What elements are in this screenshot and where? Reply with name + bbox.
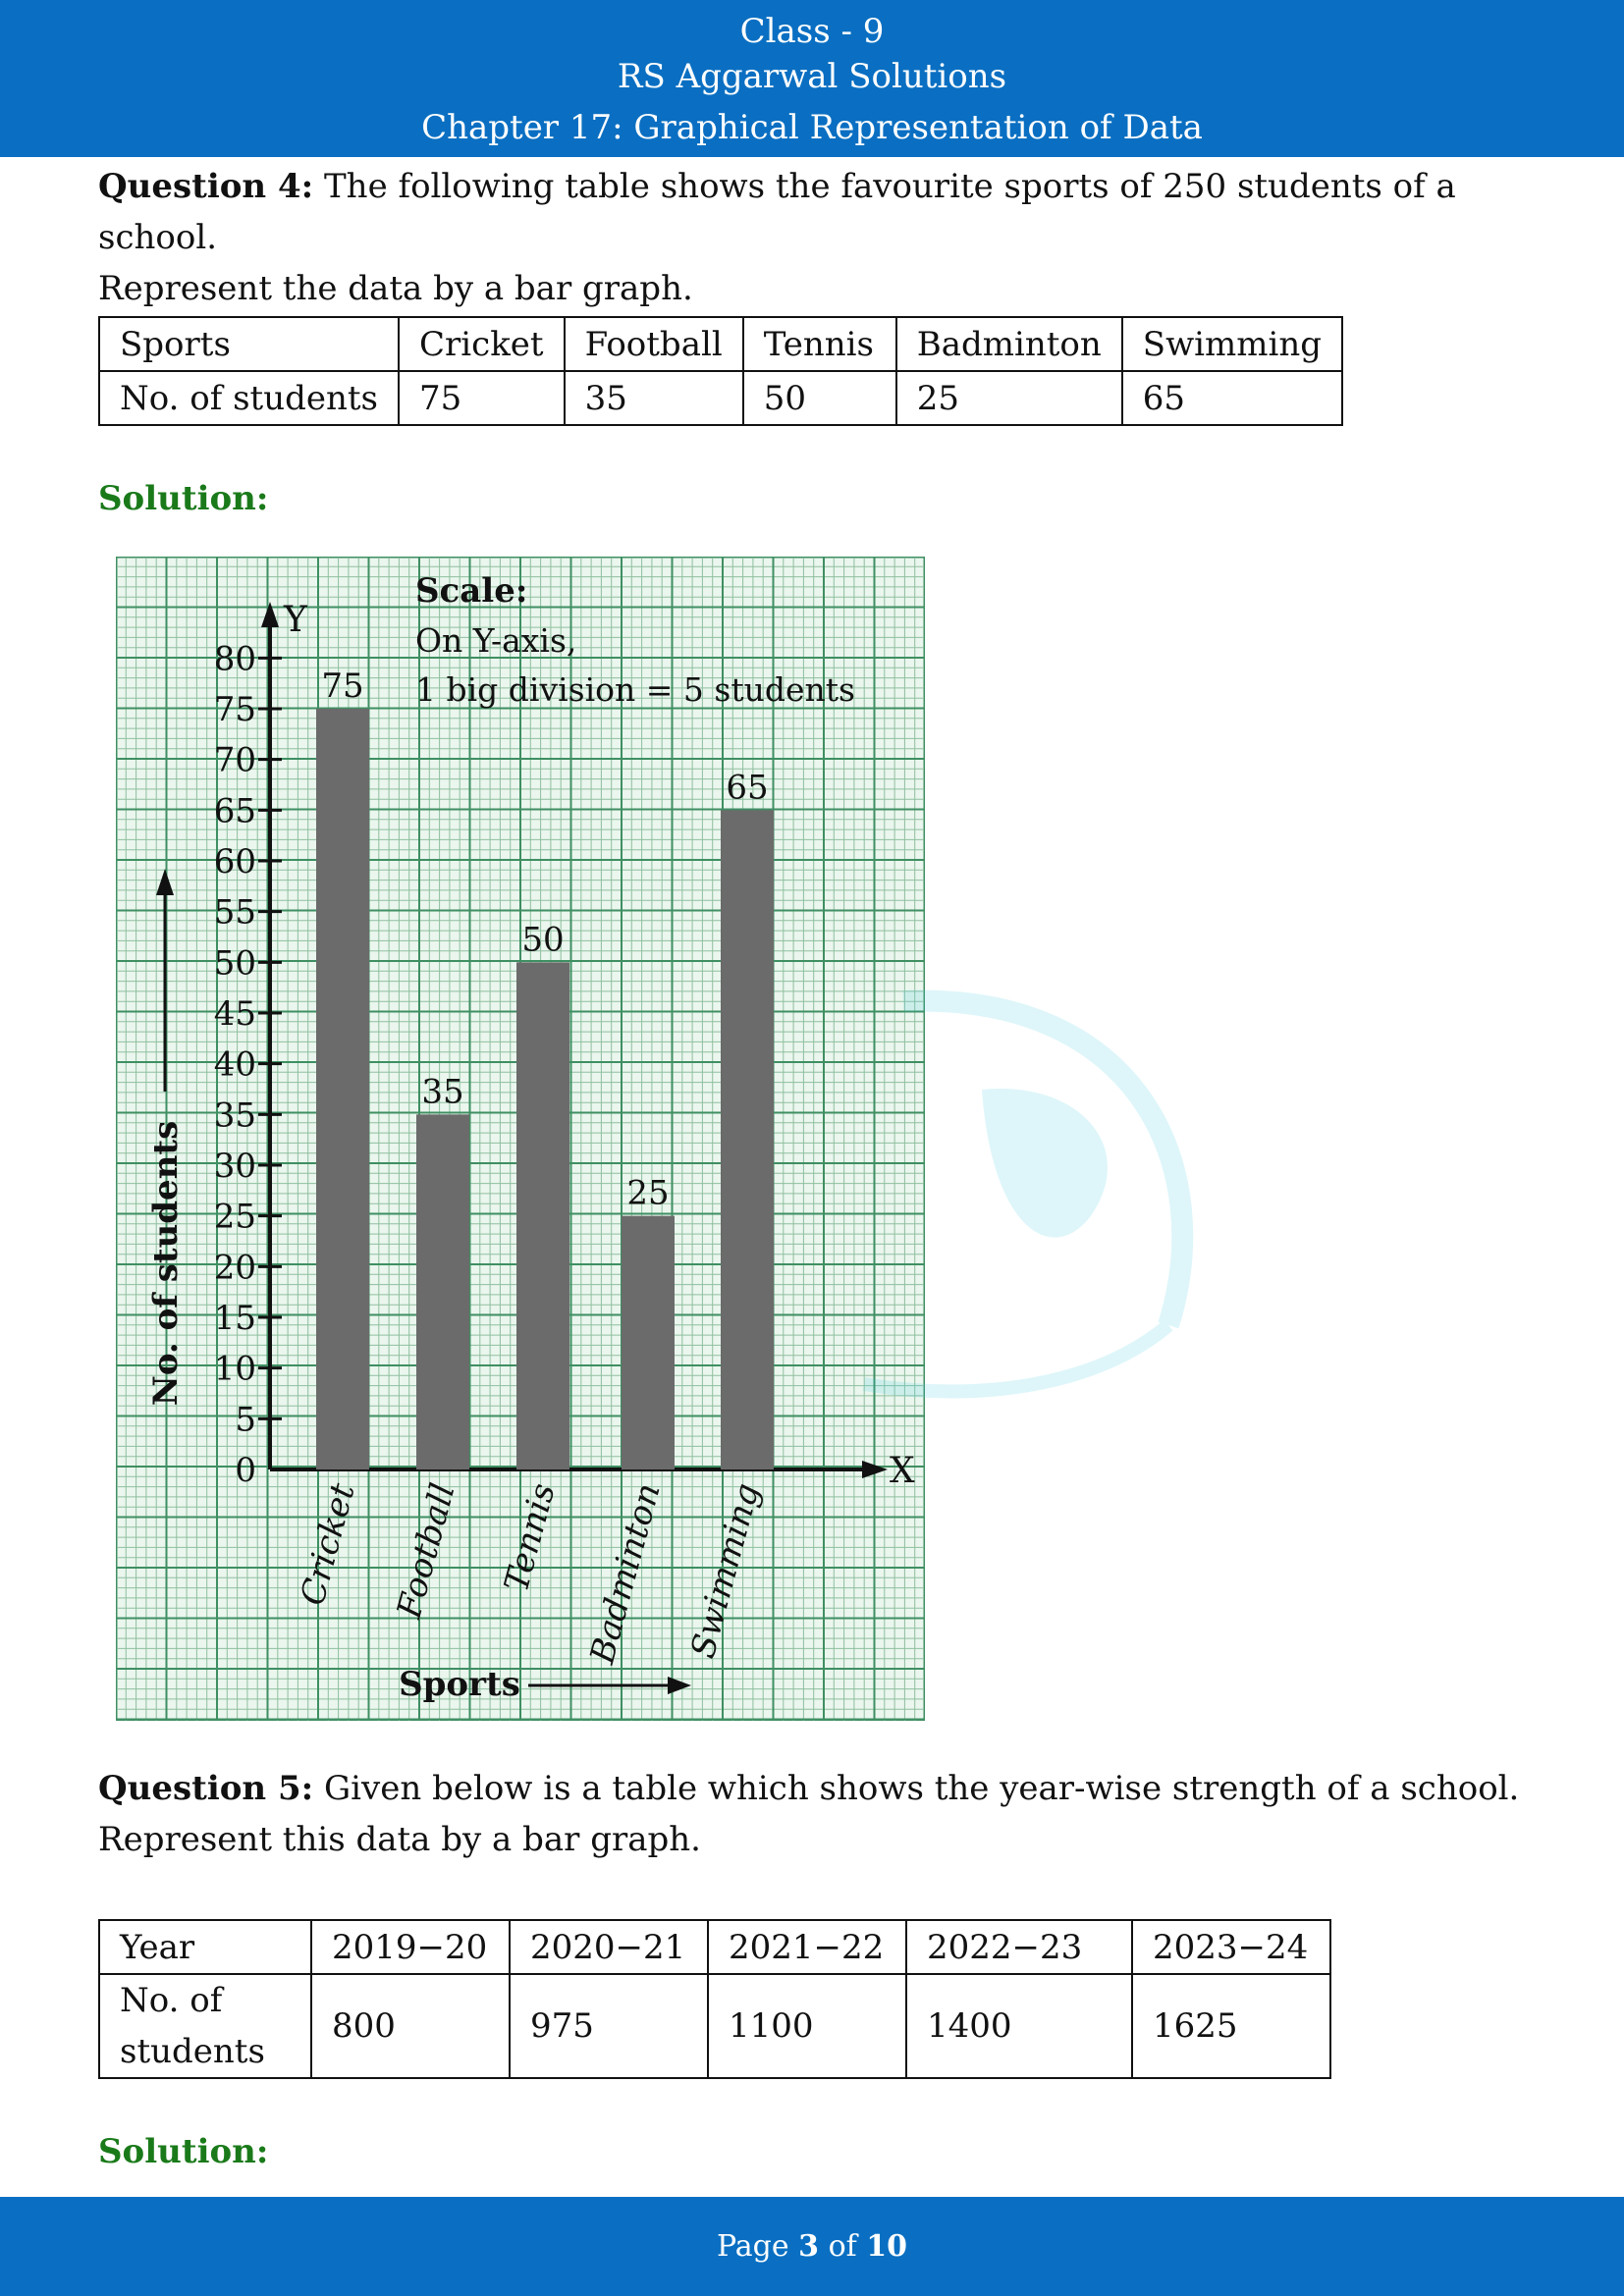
y-tick-label: 50 [213, 943, 256, 984]
x-category-label: Tennis [496, 1478, 564, 1596]
bar-badminton [622, 1216, 675, 1469]
y-tick-label: 65 [213, 791, 256, 831]
watermark-logo-icon [844, 972, 1218, 1404]
row-header-line2: students [120, 2032, 265, 2071]
table-cell: 2021−22 [708, 1920, 906, 1974]
sports-table [98, 316, 1343, 426]
question-5-text [98, 1763, 1551, 1865]
y-axis-letter: Y [284, 600, 307, 640]
table-cell: No. of students [99, 371, 399, 425]
y-tick-label: 80 [213, 639, 256, 679]
y-tick-label: 15 [213, 1299, 256, 1338]
scale-title: Scale: [415, 571, 528, 611]
table-cell: Year [99, 1920, 311, 1974]
table-cell: Tennis [743, 317, 896, 371]
page-footer [0, 2197, 1624, 2296]
question-5-label: Question 5: [98, 1769, 314, 1808]
table-cell: 25 [896, 371, 1122, 425]
bar-data-label: 65 [726, 768, 769, 808]
x-axis-title: Sports [399, 1665, 520, 1704]
table-row [99, 1920, 1330, 1974]
table-cell: 65 [1122, 371, 1342, 425]
table-cell: 75 [399, 371, 565, 425]
question-4-label: Question 4: [98, 167, 314, 206]
table-cell: 50 [743, 371, 896, 425]
footer-total-pages: 10 [866, 2229, 908, 2264]
header-class: Class - 9 [739, 12, 885, 51]
table-cell: 2019−20 [311, 1920, 510, 1974]
footer-middle: of [819, 2229, 867, 2264]
year-table [98, 1919, 1331, 2079]
y-axis-title: No. of students [146, 1120, 186, 1407]
scale-line-1: On Y-axis, [415, 621, 577, 660]
y-tick-label: 40 [213, 1044, 256, 1085]
table-cell: 1100 [708, 1974, 906, 2078]
bar-data-label: 25 [626, 1173, 670, 1213]
row-header-line1: No. of [120, 1981, 223, 2020]
y-tick-label: 45 [213, 994, 256, 1034]
bar-swimming [721, 810, 774, 1469]
y-tick-label: 5 [235, 1400, 256, 1440]
x-category-label: Football [389, 1478, 463, 1623]
x-category-label: Cricket [293, 1478, 363, 1610]
y-tick-label: 20 [213, 1248, 256, 1288]
header-chapter: Chapter 17: Graphical Representation of Data [421, 108, 1203, 147]
table-cell [99, 1974, 311, 2078]
y-tick-label: 55 [213, 892, 256, 933]
bar-football [416, 1114, 469, 1469]
table-cell: 2020−21 [510, 1920, 708, 1974]
y-tick-label: 70 [213, 740, 256, 780]
bar-tennis [516, 962, 569, 1469]
y-tick-label: 75 [213, 690, 256, 729]
table-cell: 800 [311, 1974, 510, 2078]
x-axis-letter: X [890, 1451, 915, 1491]
question-5-body: Given below is a table which shows the year-wise strength of a school. [313, 1769, 1520, 1808]
header-book: RS Aggarwal Solutions [617, 57, 1007, 96]
bar-data-label: 75 [321, 667, 364, 706]
question-4-text [98, 161, 1551, 314]
y-tick-label: 10 [213, 1349, 256, 1389]
y-tick-label: 60 [213, 842, 256, 881]
table-row [99, 317, 1342, 371]
table-cell: 2023−24 [1132, 1920, 1330, 1974]
table-cell: 975 [510, 1974, 708, 2078]
y-tick-label: 25 [213, 1197, 256, 1237]
y-tick-label: 35 [213, 1095, 256, 1136]
table-row [99, 1974, 1330, 2078]
x-category-label: Badminton [582, 1478, 669, 1668]
bar-chart-svg [116, 557, 925, 1721]
table-cell: 35 [565, 371, 743, 425]
bar-cricket [316, 709, 369, 1469]
footer-prefix: Page [716, 2229, 799, 2264]
bar-data-label: 50 [521, 920, 565, 960]
y-tick-label: 30 [213, 1147, 256, 1186]
question-5-body-2: Represent this data by a bar graph. [98, 1820, 701, 1859]
table-cell: 1400 [906, 1974, 1132, 2078]
page-header [0, 0, 1624, 157]
footer-current-page: 3 [798, 2229, 820, 2264]
table-row [99, 371, 1342, 425]
solution-label-2: Solution: [98, 2132, 269, 2171]
table-cell: Cricket [399, 317, 565, 371]
table-cell: Sports [99, 317, 399, 371]
question-4-body: The following table shows the favourite sports of 250 students of a school. [98, 167, 1456, 257]
table-cell: 2022−23 [906, 1920, 1132, 1974]
table-cell: Badminton [896, 317, 1122, 371]
question-4-body-2: Represent the data by a bar graph. [98, 269, 693, 308]
table-cell: Football [565, 317, 743, 371]
bar-chart [116, 557, 925, 1721]
table-cell: 1625 [1132, 1974, 1330, 2078]
bar-data-label: 35 [421, 1072, 464, 1112]
solution-label: Solution: [98, 479, 269, 518]
scale-line-2: 1 big division = 5 students [415, 670, 855, 709]
x-category-label: Swimming [682, 1478, 768, 1663]
table-cell: Swimming [1122, 317, 1342, 371]
y-tick-label: 0 [235, 1451, 256, 1490]
